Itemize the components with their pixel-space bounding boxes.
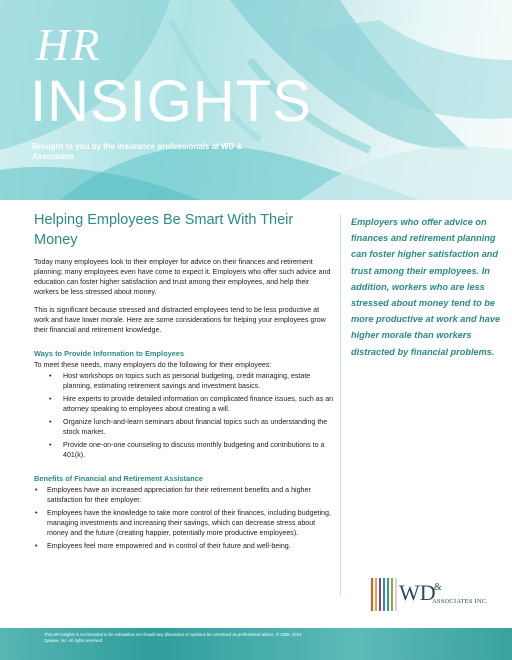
list-item <box>34 394 334 414</box>
list-item-text: Host workshops on topics such as personal budgeting, credit managing, estate planning, estimating retirement savings and investment basics. <box>63 372 311 390</box>
footer-disclaimer: This HR Insights is not intended to be exhaustive nor should any discussion or opinions be construed as professional advice. © 2008, 2014 Zywave, Inc. All rights reserved. <box>44 632 302 643</box>
bullet-icon: • <box>49 372 52 380</box>
header-banner <box>0 0 512 200</box>
bullet-icon: • <box>35 542 38 550</box>
bullet-icon: • <box>49 395 52 403</box>
pull-quote: Employers who offer advice on finances and retirement planning can foster higher satisfaction and trust among their employees. In addition, workers who are less stressed about money tend to be more productive at work and have higher morale than workers distracted by financial problems. <box>351 217 501 357</box>
list-item-text: Organize lunch-and-learn seminars about financial topics such as understanding the stock market. <box>63 418 328 436</box>
list-item-text: Provide one-on-one counseling to discuss monthly budgeting and contributions to a 401(k). <box>63 441 325 459</box>
brought-by-text: Brought to you by the insurance professionals at WD & Associates <box>32 142 243 161</box>
bullet-icon: • <box>49 418 52 426</box>
section-intro: To meet these needs, many employers do the following for their employees: <box>34 361 272 369</box>
bullet-icon: • <box>49 441 52 449</box>
brand-insights: INSIGHTS <box>30 69 312 134</box>
column-divider <box>340 214 341 596</box>
bullet-icon: • <box>35 486 38 494</box>
brand-hr: HR <box>36 19 102 70</box>
list-item-text: Employees feel more empowered and in control of their future and well-being. <box>47 542 291 550</box>
paragraph: Today many employees look to their employer for advice on their finances and retirement planning; many employees even have come to expect it. Employers who offer such advice and education can foster higher satisfaction and trust among their employees, and help their workers be less stressed about money. <box>34 258 331 296</box>
list-item <box>34 371 334 391</box>
list-item <box>34 440 334 460</box>
logo-amp: & <box>434 582 442 593</box>
list-item-text: Employees have the knowledge to take more control of their finances, including budgeting, managing investments and increasing their savings, which can decrease stress about money and the future (creating happier, potentially more productive employees). <box>47 509 331 537</box>
logo-mark: WD <box>399 580 436 605</box>
list-item <box>34 417 334 437</box>
list-item-text: Employees have an increased appreciation for their retirement benefits and a higher satisfaction for their employer. <box>47 486 311 504</box>
list-item <box>34 541 334 551</box>
section-heading: Ways to Provide Information to Employees <box>34 349 185 358</box>
article-body <box>34 210 334 554</box>
bullet-list <box>34 371 334 460</box>
paragraph: This is significant because stressed and distracted employees tend to be less productive at work and have lower morale. Here are some considerations for helping your employees grow their financial and retirement knowledge. <box>34 306 326 334</box>
list-item <box>34 508 334 538</box>
article-title: Helping Employees Be Smart With Their Money <box>34 212 294 248</box>
bullet-list <box>34 485 334 551</box>
section-heading: Benefits of Financial and Retirement Assistance <box>34 474 203 483</box>
bullet-icon: • <box>35 509 38 517</box>
list-item-text: Hire experts to provide detailed information on complicated finance issues, such as an attorney speaking to employees about creating a will. <box>63 395 334 413</box>
footer-band <box>0 628 512 660</box>
logo-tagline: ASSOCIATES INC. <box>432 598 489 605</box>
company-logo <box>371 578 491 612</box>
list-item <box>34 485 334 505</box>
